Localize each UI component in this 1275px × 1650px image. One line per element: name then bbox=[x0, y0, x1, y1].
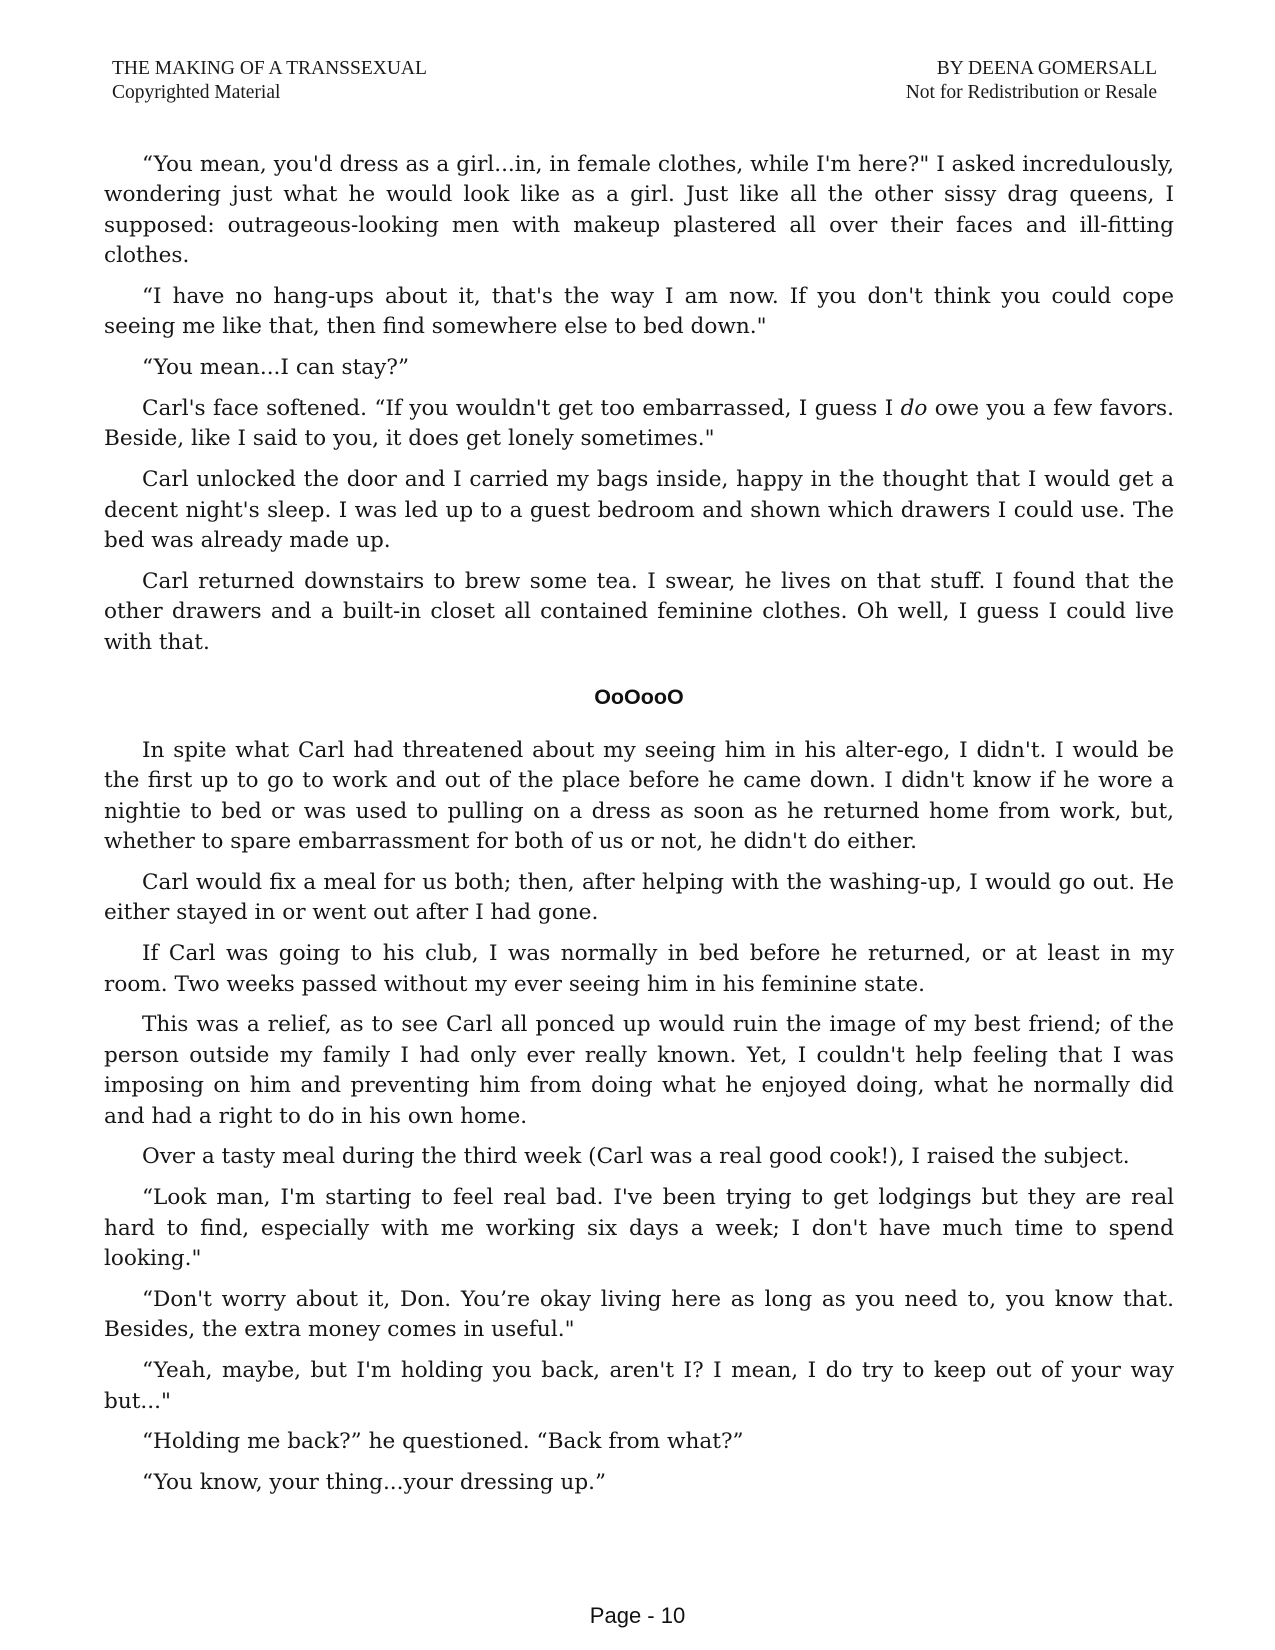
header-left bbox=[112, 57, 427, 105]
paragraph: Over a tasty meal during the third week (Carl was a real good cook!), I raised the subject. bbox=[142, 1144, 1130, 1170]
author-name: BY DEENA GOMERSALL bbox=[936, 58, 1157, 79]
paragraph: “Look man, I'm starting to feel real bad. I've been trying to get lodgings but they are real hard to find, especially with me working six days a week; I don't have much time to spend looking." bbox=[104, 1185, 1174, 1272]
paragraph: “Yeah, maybe, but I'm holding you back, aren't I? I mean, I do try to keep out of your way but..." bbox=[104, 1358, 1174, 1414]
paragraph: “I have no hang-ups about it, that's the way I am now. If you don't think you could cope seeing me like that, then find somewhere else to bed down." bbox=[104, 284, 1174, 340]
paragraph-text: owe you a few favors. Beside, like I said to you, it does get lonely sometimes." bbox=[104, 396, 1175, 452]
emphasis-text: do bbox=[900, 396, 928, 422]
paragraph: Carl would fix a meal for us both; then, after helping with the washing-up, I would go out. He either stayed in or went out after I had gone. bbox=[104, 870, 1174, 926]
paragraph: “You mean...I can stay?” bbox=[142, 355, 410, 381]
paragraph: “You mean, you'd dress as a girl...in, in female clothes, while I'm here?" I asked incredulously, wondering just what he would look like as a girl. Just like all the other sissy drag queens, I supposed: outrageous-looking men with makeup plastered all over their faces and ill-fitting clothes. bbox=[104, 152, 1174, 269]
paragraph bbox=[104, 394, 1174, 455]
paragraph: In spite what Carl had threatened about my seeing him in his alter-ego, I didn't. I would be the first up to go to work and out of the place before he came down. I didn't know if he wore a nightie to bed or was used to pulling on a dress as soon as he returned home from work, but, whether to spare embarrassment for both of us or not, he didn't do either. bbox=[104, 738, 1174, 855]
paragraph: This was a relief, as to see Carl all ponced up would ruin the image of my best friend; of the person outside my family I had only ever really known. Yet, I couldn't help feeling that I was imposing on him and preventing him from doing what he enjoyed doing, what he normally did and had a right to do in his own home. bbox=[104, 1012, 1174, 1129]
paragraph: If Carl was going to his club, I was normally in bed before he returned, or at least in my room. Two weeks passed without my ever seeing him in his feminine state. bbox=[104, 941, 1174, 997]
header-right bbox=[906, 57, 1157, 105]
paragraph: Carl returned downstairs to brew some tea. I swear, he lives on that stuff. I found that the other drawers and a built-in closet all contained feminine clothes. Oh well, I guess I could live with that. bbox=[104, 568, 1174, 655]
paragraph: “You know, your thing...your dressing up.” bbox=[142, 1470, 607, 1496]
paragraph: Carl unlocked the door and I carried my bags inside, happy in the thought that I would get a decent night's sleep. I was led up to a guest bedroom and shown which drawers I could use. The bed was already made up. bbox=[104, 467, 1174, 554]
page-number: Page - 10 bbox=[589, 1603, 686, 1628]
distribution-notice: Not for Redistribution or Resale bbox=[905, 82, 1157, 103]
copyright-notice: Copyrighted Material bbox=[112, 82, 281, 103]
paragraph: “Holding me back?” he questioned. “Back from what?” bbox=[142, 1429, 744, 1455]
page-body bbox=[104, 150, 1174, 1509]
paragraph: “Don't worry about it, Don. You’re okay living here as long as you need to, you know that. Besides, the extra money comes in useful." bbox=[104, 1286, 1174, 1343]
section-separator: OoOooO bbox=[594, 685, 684, 710]
paragraph-text: Carl's face softened. “If you wouldn't get too embarrassed, I guess I bbox=[142, 396, 901, 422]
book-title: THE MAKING OF A TRANSSEXUAL bbox=[112, 58, 427, 79]
